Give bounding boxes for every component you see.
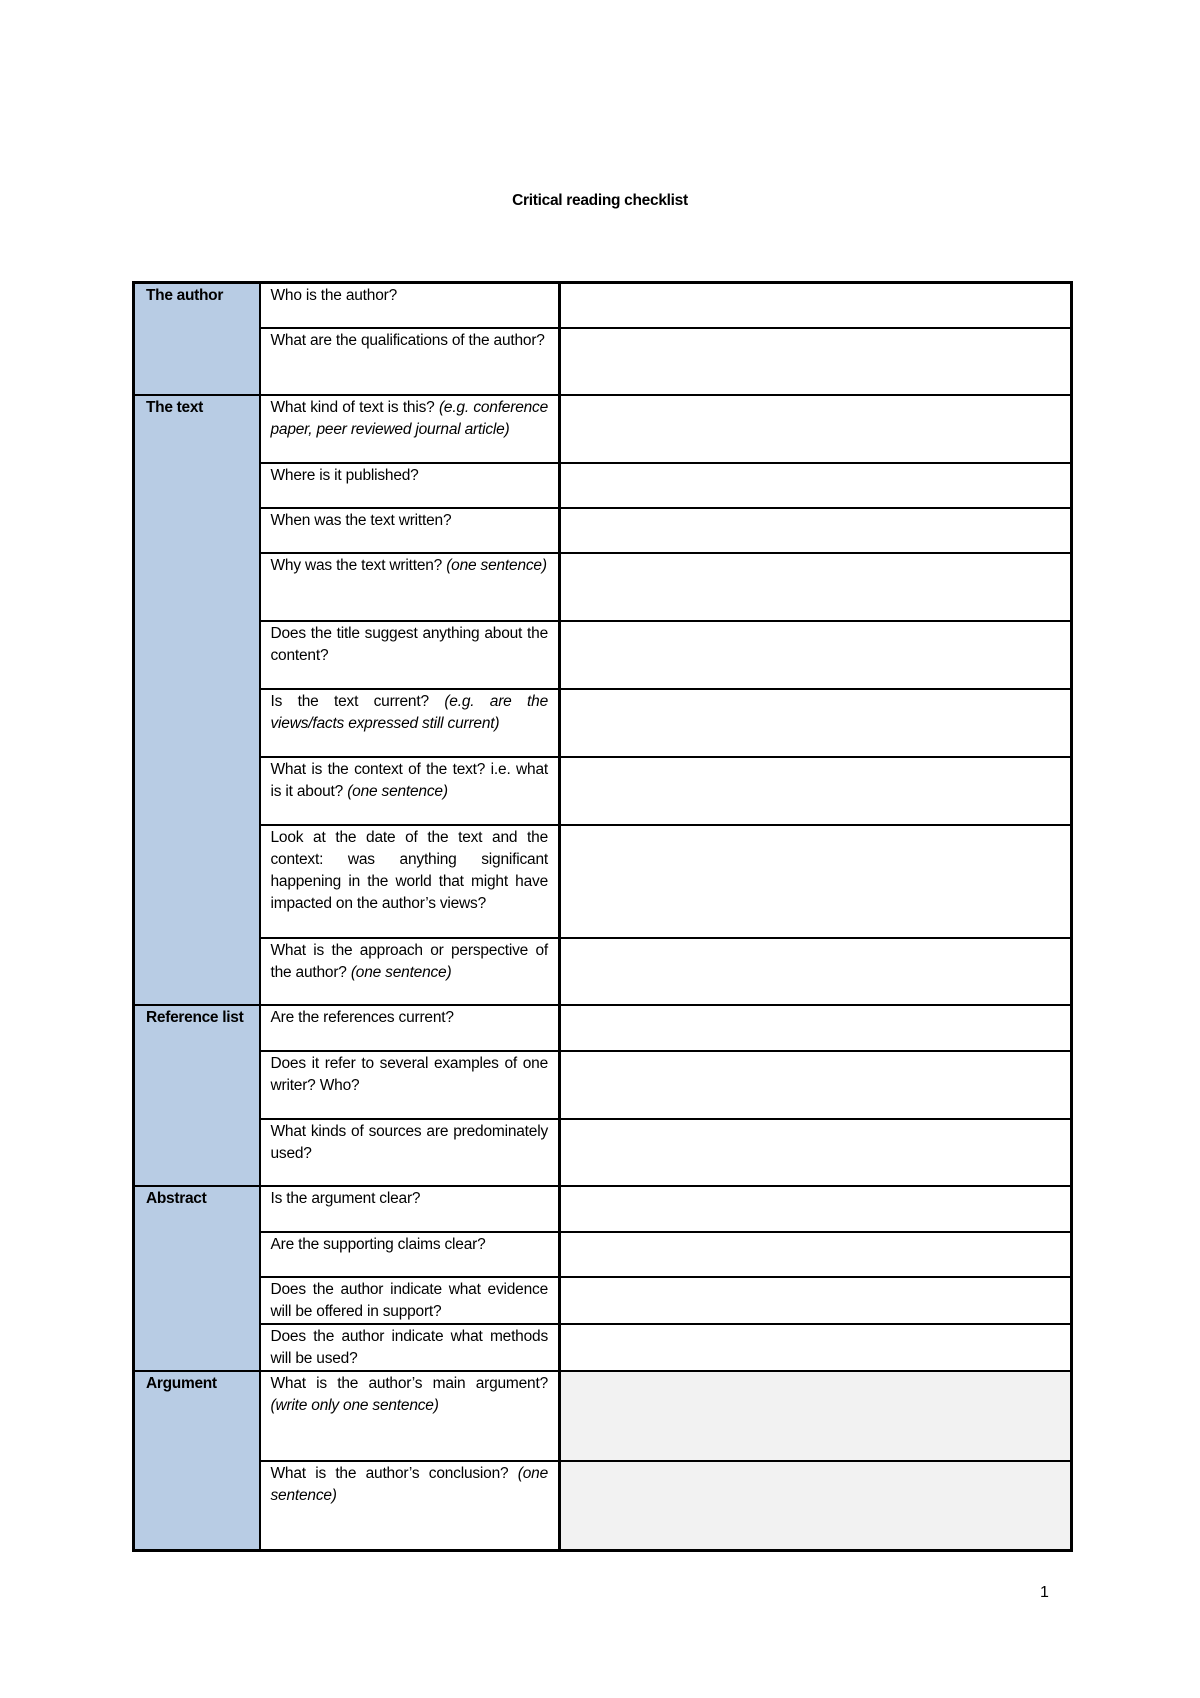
checklist-row [134, 283, 1072, 328]
question-note: (e.g. conference paper, peer reviewed journal article) [270, 398, 549, 438]
question-cell [260, 1119, 560, 1186]
question-text: When was the text written? [270, 511, 452, 529]
checklist-row [134, 508, 1072, 553]
answer-field[interactable] [560, 1051, 1072, 1119]
question-text: What is the author’s conclusion? [270, 1464, 509, 1482]
question-cell [260, 283, 560, 328]
question-text: Does it refer to several examples of one writer? Who? [270, 1054, 548, 1094]
question-cell [260, 757, 560, 825]
document-title: Critical reading checklist [512, 192, 688, 209]
question-note: (one sentence) [270, 1464, 549, 1504]
answer-field[interactable] [560, 621, 1072, 689]
question-text: Is the text current? [270, 692, 429, 710]
question-cell [260, 508, 560, 553]
answer-field[interactable] [560, 1005, 1072, 1051]
question-note: (write only one sentence) [270, 1396, 439, 1414]
answer-field[interactable] [560, 1371, 1072, 1461]
checklist-row [134, 938, 1072, 1005]
question-cell [260, 1005, 560, 1051]
question-text: Why was the text written? [270, 556, 443, 574]
question-text: Where is it published? [270, 466, 419, 484]
checklist-body [134, 283, 1072, 1551]
question-cell [260, 689, 560, 757]
answer-field[interactable] [560, 1232, 1072, 1277]
question-cell [260, 328, 560, 395]
question-cell [260, 1461, 560, 1551]
checklist-row [134, 621, 1072, 689]
answer-field[interactable] [560, 1186, 1072, 1232]
question-note: (one sentence) [446, 556, 547, 574]
question-cell [260, 825, 560, 938]
question-text: Does the author indicate what methods will be used? [270, 1327, 548, 1367]
checklist-row [134, 553, 1072, 621]
answer-field[interactable] [560, 553, 1072, 621]
section-label: The author [134, 283, 260, 395]
question-text: Are the references current? [270, 1008, 454, 1026]
question-cell [260, 1232, 560, 1277]
answer-field[interactable] [560, 938, 1072, 1005]
checklist-row [134, 1186, 1072, 1232]
question-text: Does the author indicate what evidence will be offered in support? [270, 1280, 548, 1320]
question-text: Does the title suggest anything about the content? [270, 624, 548, 664]
answer-field[interactable] [560, 395, 1072, 463]
question-cell [260, 1371, 560, 1461]
answer-field[interactable] [560, 689, 1072, 757]
question-text: What is the approach or perspective of the author? [270, 941, 548, 981]
question-text: Are the supporting claims clear? [270, 1235, 486, 1253]
question-cell [260, 1051, 560, 1119]
page-number: 1 [1040, 1584, 1049, 1601]
checklist-row [134, 1371, 1072, 1461]
question-text: Look at the date of the text and the context: was anything significant happening in the world that might have impacted on the author’s views? [270, 828, 548, 912]
checklist-row [134, 1232, 1072, 1277]
checklist-row [134, 1277, 1072, 1324]
question-cell [260, 938, 560, 1005]
answer-field[interactable] [560, 508, 1072, 553]
section-label: Reference list [134, 1005, 260, 1186]
checklist-row [134, 825, 1072, 938]
checklist-row [134, 1051, 1072, 1119]
question-text: What are the qualifications of the author? [270, 331, 545, 349]
question-cell [260, 621, 560, 689]
question-text: What kinds of sources are predominately used? [270, 1122, 548, 1162]
question-note: (one sentence) [350, 963, 452, 981]
checklist-row [134, 463, 1072, 508]
question-text: What is the context of the text? i.e. what is it about? [270, 760, 548, 800]
checklist-row [134, 1461, 1072, 1551]
checklist-row [134, 1005, 1072, 1051]
question-cell [260, 395, 560, 463]
question-cell [260, 1324, 560, 1371]
checklist-row [134, 328, 1072, 395]
question-text: Is the argument clear? [270, 1189, 421, 1207]
answer-field[interactable] [560, 1324, 1072, 1371]
question-note: (one sentence) [347, 782, 448, 800]
answer-field[interactable] [560, 328, 1072, 395]
section-label: Abstract [134, 1186, 260, 1371]
question-cell [260, 1277, 560, 1324]
checklist-row [134, 395, 1072, 463]
question-cell [260, 553, 560, 621]
question-text: What is the author’s main argument? [270, 1374, 548, 1392]
answer-field[interactable] [560, 1277, 1072, 1324]
question-cell [260, 1186, 560, 1232]
checklist-row [134, 1119, 1072, 1186]
checklist-row [134, 689, 1072, 757]
answer-field[interactable] [560, 757, 1072, 825]
checklist-table [132, 281, 1073, 1552]
question-text: What kind of text is this? [270, 398, 435, 416]
section-label: The text [134, 395, 260, 1005]
answer-field[interactable] [560, 1119, 1072, 1186]
answer-field[interactable] [560, 463, 1072, 508]
checklist-row [134, 1324, 1072, 1371]
answer-field[interactable] [560, 283, 1072, 328]
question-note: (e.g. are the views/facts expressed still current) [270, 692, 548, 732]
question-cell [260, 463, 560, 508]
question-text: Who is the author? [270, 287, 398, 304]
section-label: Argument [134, 1371, 260, 1551]
checklist-row [134, 757, 1072, 825]
answer-field[interactable] [560, 1461, 1072, 1551]
answer-field[interactable] [560, 825, 1072, 938]
